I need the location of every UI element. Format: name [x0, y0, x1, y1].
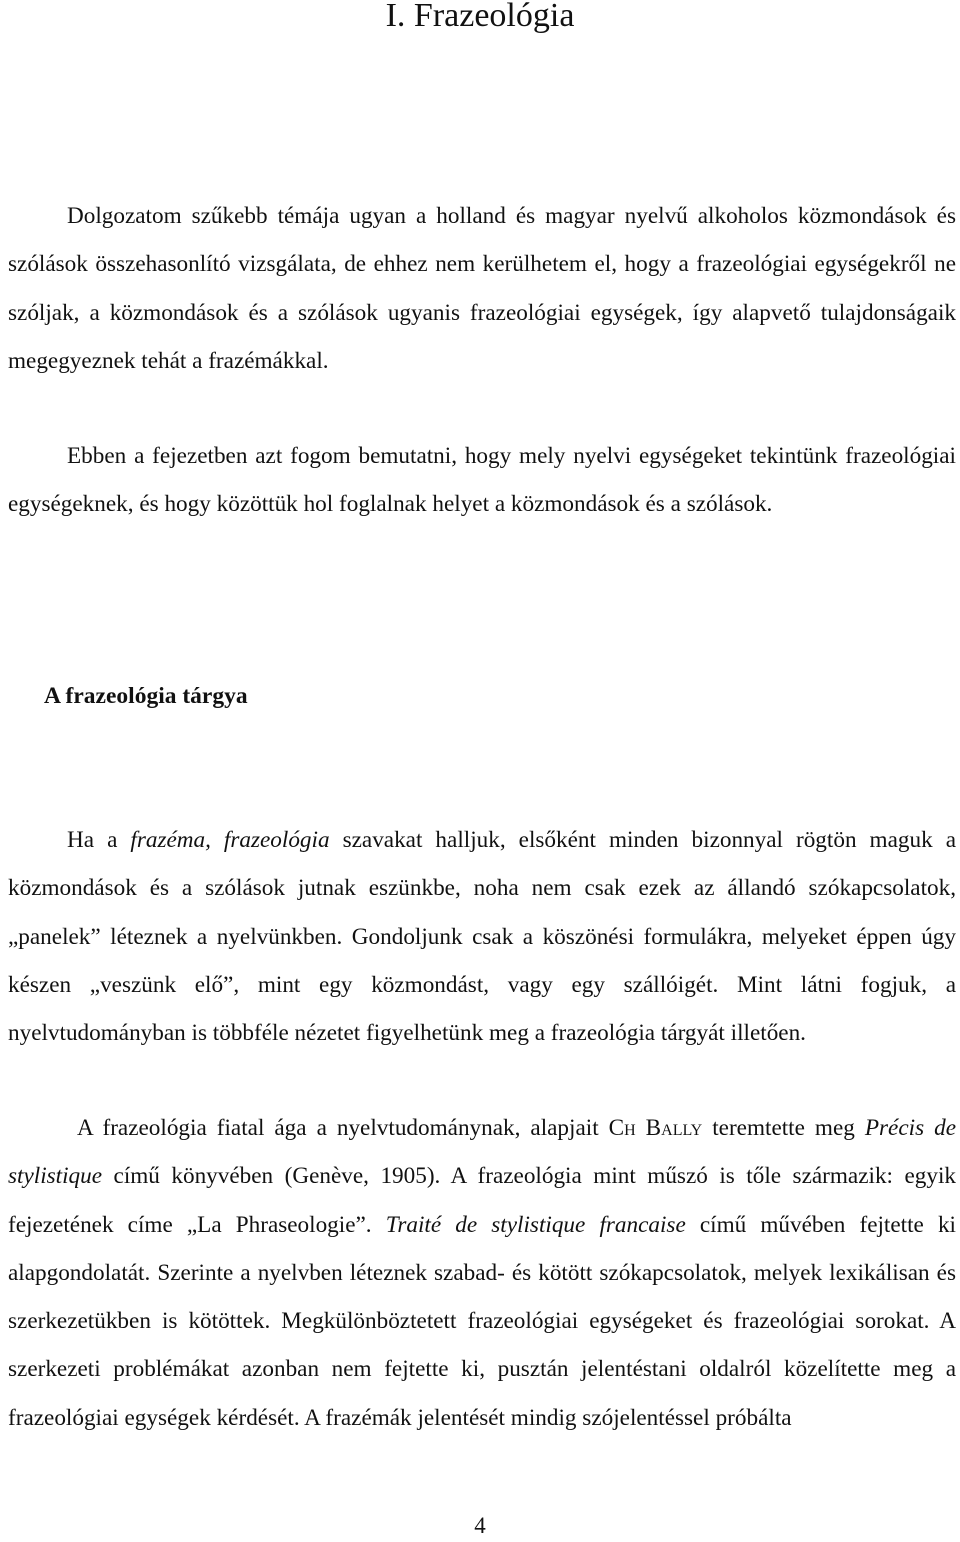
section-paragraph-2 [8, 1104, 956, 1442]
author-name: Ch Bally [608, 1115, 703, 1141]
intro-paragraph-2: Ebben a fejezetben azt fogom bemutatni, hogy mely nyelvi egységeket tekintünk frazeológiai egységeknek, és hogy közöttük hol foglalnak helyet a közmondások és a szólások. [8, 443, 956, 518]
italic-term: frazéma, frazeológia [130, 827, 330, 853]
page-number: 4 [474, 1513, 486, 1538]
text-run: című művében fejtette ki alapgondolatát. Szerinte a nyelvben léteznek szabad- és kötött szókapcsolatok, melyek lexikálisan és szerkezetükben is kötöttek. Megkülönböztetett frazeológiai egységeket és frazeológiai sorokat. A szerkezeti problémákat azonban nem fejtette ki, pusztán jelentéstani oldalról közelítette meg a frazeológiai egységek kérdését. A frazémák jelentését mindig szójelentéssel próbálta [8, 1211, 956, 1431]
text-run: szavakat halljuk, elsőként minden bizonnyal rögtön maguk a közmondások és a szólások jutnak eszünkbe, noha nem csak ezek az állandó szókapcsolatok, „panelek” léteznek a nyelvünkben. Gondoljunk csak a köszönési formulákra, melyeket éppen úgy készen „veszünk elő”, mint egy közmondást, vagy egy szállóigét. Mint látni fogjuk, a nyelvtudományban is többféle nézetet figyelhetünk meg a frazeológia tárgyát illetően. [8, 827, 956, 1047]
intro-paragraph-1: Dolgozatom szűkebb témája ugyan a holland és magyar nyelvű alkoholos közmondások és szólások összehasonlító vizsgálata, de ehhez nem kerülhetem el, hogy a frazeológiai egységekről ne szóljak, a közmondások és a szólások ugyanis frazeológiai egységek, így alapvető tulajdonságaik megegyeznek tehát a frazémákkal. [8, 203, 956, 375]
section-heading: A frazeológia tárgya [44, 683, 248, 709]
section-paragraph-1 [8, 816, 956, 1057]
book-title: Traité de stylistique francaise [385, 1211, 686, 1238]
text-run: Ha a [67, 827, 131, 853]
text-run: A frazeológia fiatal ága a nyelvtudománynak, alapjait [77, 1115, 609, 1141]
text-run: teremtette meg [702, 1115, 865, 1141]
book-title: Précis de stylistique [8, 1115, 956, 1190]
chapter-title: I. Frazeológia [385, 0, 575, 34]
text-run: című könyvében (Genève, 1905). A frazeológia mint műszó is tőle származik: egyik fejezetének címe „La Phraseologie”. [8, 1163, 956, 1238]
